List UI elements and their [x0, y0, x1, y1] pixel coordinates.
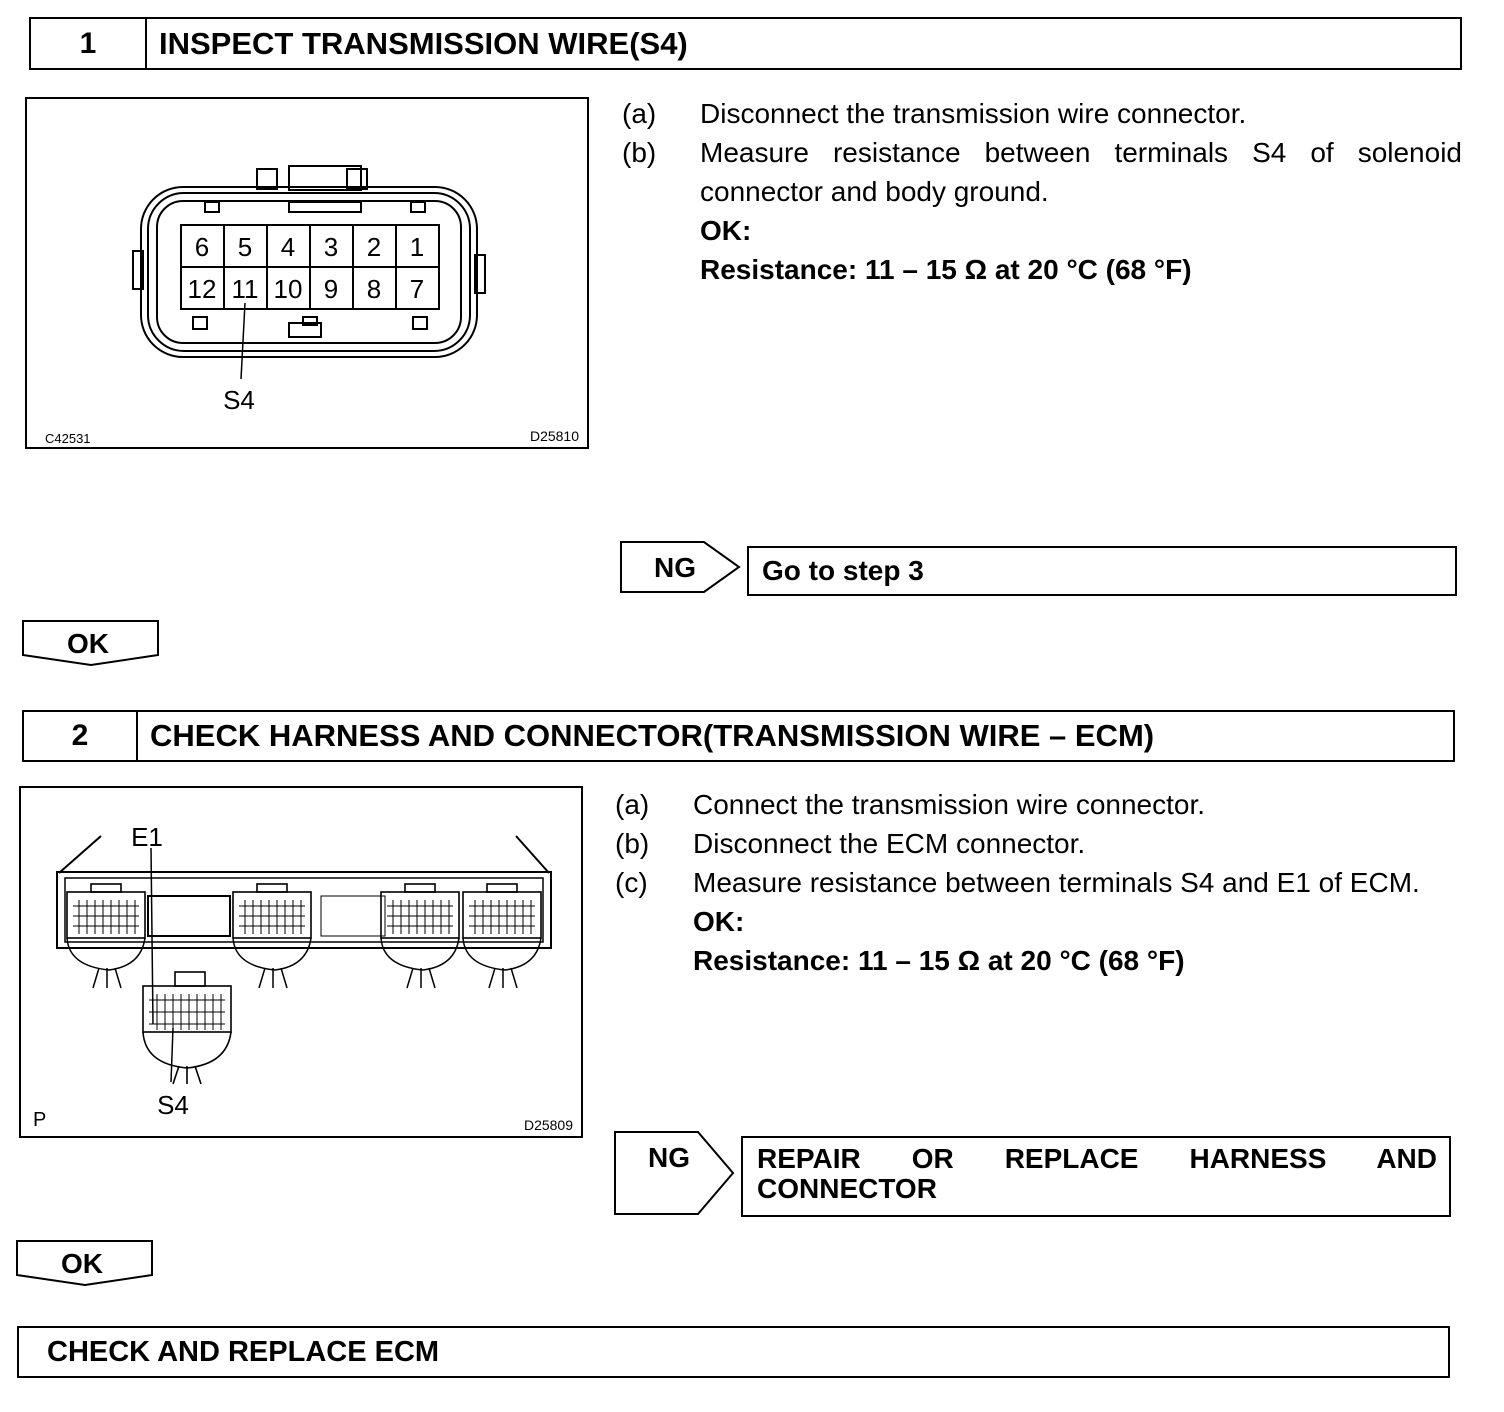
pin-label: 10 [273, 274, 303, 304]
transmission-connector-diagram [27, 99, 587, 447]
pin-label: 2 [366, 232, 382, 262]
ok-heading: OK: [693, 906, 745, 937]
pin-label: 8 [366, 274, 382, 304]
pin-label: 1 [409, 232, 425, 262]
step-2-title: CHECK HARNESS AND CONNECTOR(TRANSMISSION WIRE – ECM) [150, 718, 1155, 753]
pin-label: 12 [187, 274, 217, 304]
instruction-item [615, 785, 1455, 824]
ng-action-line: REPAIR OR REPLACE HARNESS AND [757, 1143, 1437, 1174]
step-1-header [29, 17, 1462, 70]
resistance-spec: Resistance: 11 – 15 Ω at 20 °C (68 °F) [693, 945, 1185, 976]
instruction-item [615, 863, 1455, 902]
figure-code-right: D25809 [523, 1117, 573, 1133]
final-action-title: CHECK AND REPLACE ECM [47, 1335, 440, 1368]
pin-label: 9 [323, 274, 339, 304]
ng-action-box [741, 1136, 1451, 1217]
step-1-title: INSPECT TRANSMISSION WIRE(S4) [159, 25, 688, 61]
final-action-box [17, 1326, 1450, 1378]
figure-code-left: P [33, 1109, 47, 1131]
ok-heading: OK: [700, 215, 752, 246]
ng-arrow [620, 541, 742, 593]
ok-arrow [16, 1240, 154, 1286]
instruction-text: Disconnect the ECM connector. [693, 828, 1086, 859]
pin-label: 5 [237, 232, 253, 262]
step-1-instructions [622, 94, 1462, 289]
instruction-label: (a) [615, 789, 650, 820]
s4-terminal-label: S4 [223, 385, 255, 415]
instruction-item [615, 824, 1455, 863]
ng-action-box [747, 546, 1457, 596]
pin-label: 11 [231, 274, 259, 304]
pin-label: 3 [323, 232, 339, 262]
pin-label: 7 [409, 274, 425, 304]
figure-code-left: C42531 [45, 431, 91, 446]
instruction-item [622, 94, 1462, 133]
e1-terminal-label: E1 [131, 822, 163, 852]
pin-label: 4 [280, 232, 296, 262]
instruction-text: Measure resistance between terminals S4 of solenoid connector and body ground. [700, 137, 1462, 207]
step-2-instructions [615, 785, 1455, 980]
step-1-number: 1 [31, 19, 147, 68]
instruction-item [622, 133, 1462, 211]
ng-label: NG [654, 552, 696, 583]
ng-action-text: Go to step 3 [762, 555, 924, 586]
ng-label: NG [648, 1142, 690, 1173]
step-2-figure [19, 786, 583, 1138]
instruction-label: (b) [615, 828, 650, 859]
s4-terminal-label: S4 [157, 1090, 189, 1120]
ok-label: OK [67, 628, 109, 659]
instruction-label: (c) [615, 867, 648, 898]
step-2-number: 2 [24, 712, 138, 760]
pin-label: 6 [194, 232, 210, 262]
step-2-header [22, 710, 1455, 762]
instruction-label: (a) [622, 98, 657, 129]
instruction-label: (b) [622, 137, 657, 168]
instruction-text: Measure resistance between terminals S4 and E1 of ECM. [693, 867, 1420, 898]
ng-action-line: CONNECTOR [757, 1173, 937, 1204]
resistance-spec: Resistance: 11 – 15 Ω at 20 °C (68 °F) [700, 254, 1192, 285]
ecm-connector-diagram [21, 788, 581, 1136]
ok-arrow [22, 620, 160, 666]
ng-arrow [614, 1131, 736, 1215]
ok-label: OK [61, 1248, 103, 1279]
step-1-figure [25, 97, 589, 449]
figure-code-right: D25810 [529, 428, 579, 444]
instruction-text: Disconnect the transmission wire connector. [700, 98, 1247, 129]
instruction-text: Connect the transmission wire connector. [693, 789, 1206, 820]
